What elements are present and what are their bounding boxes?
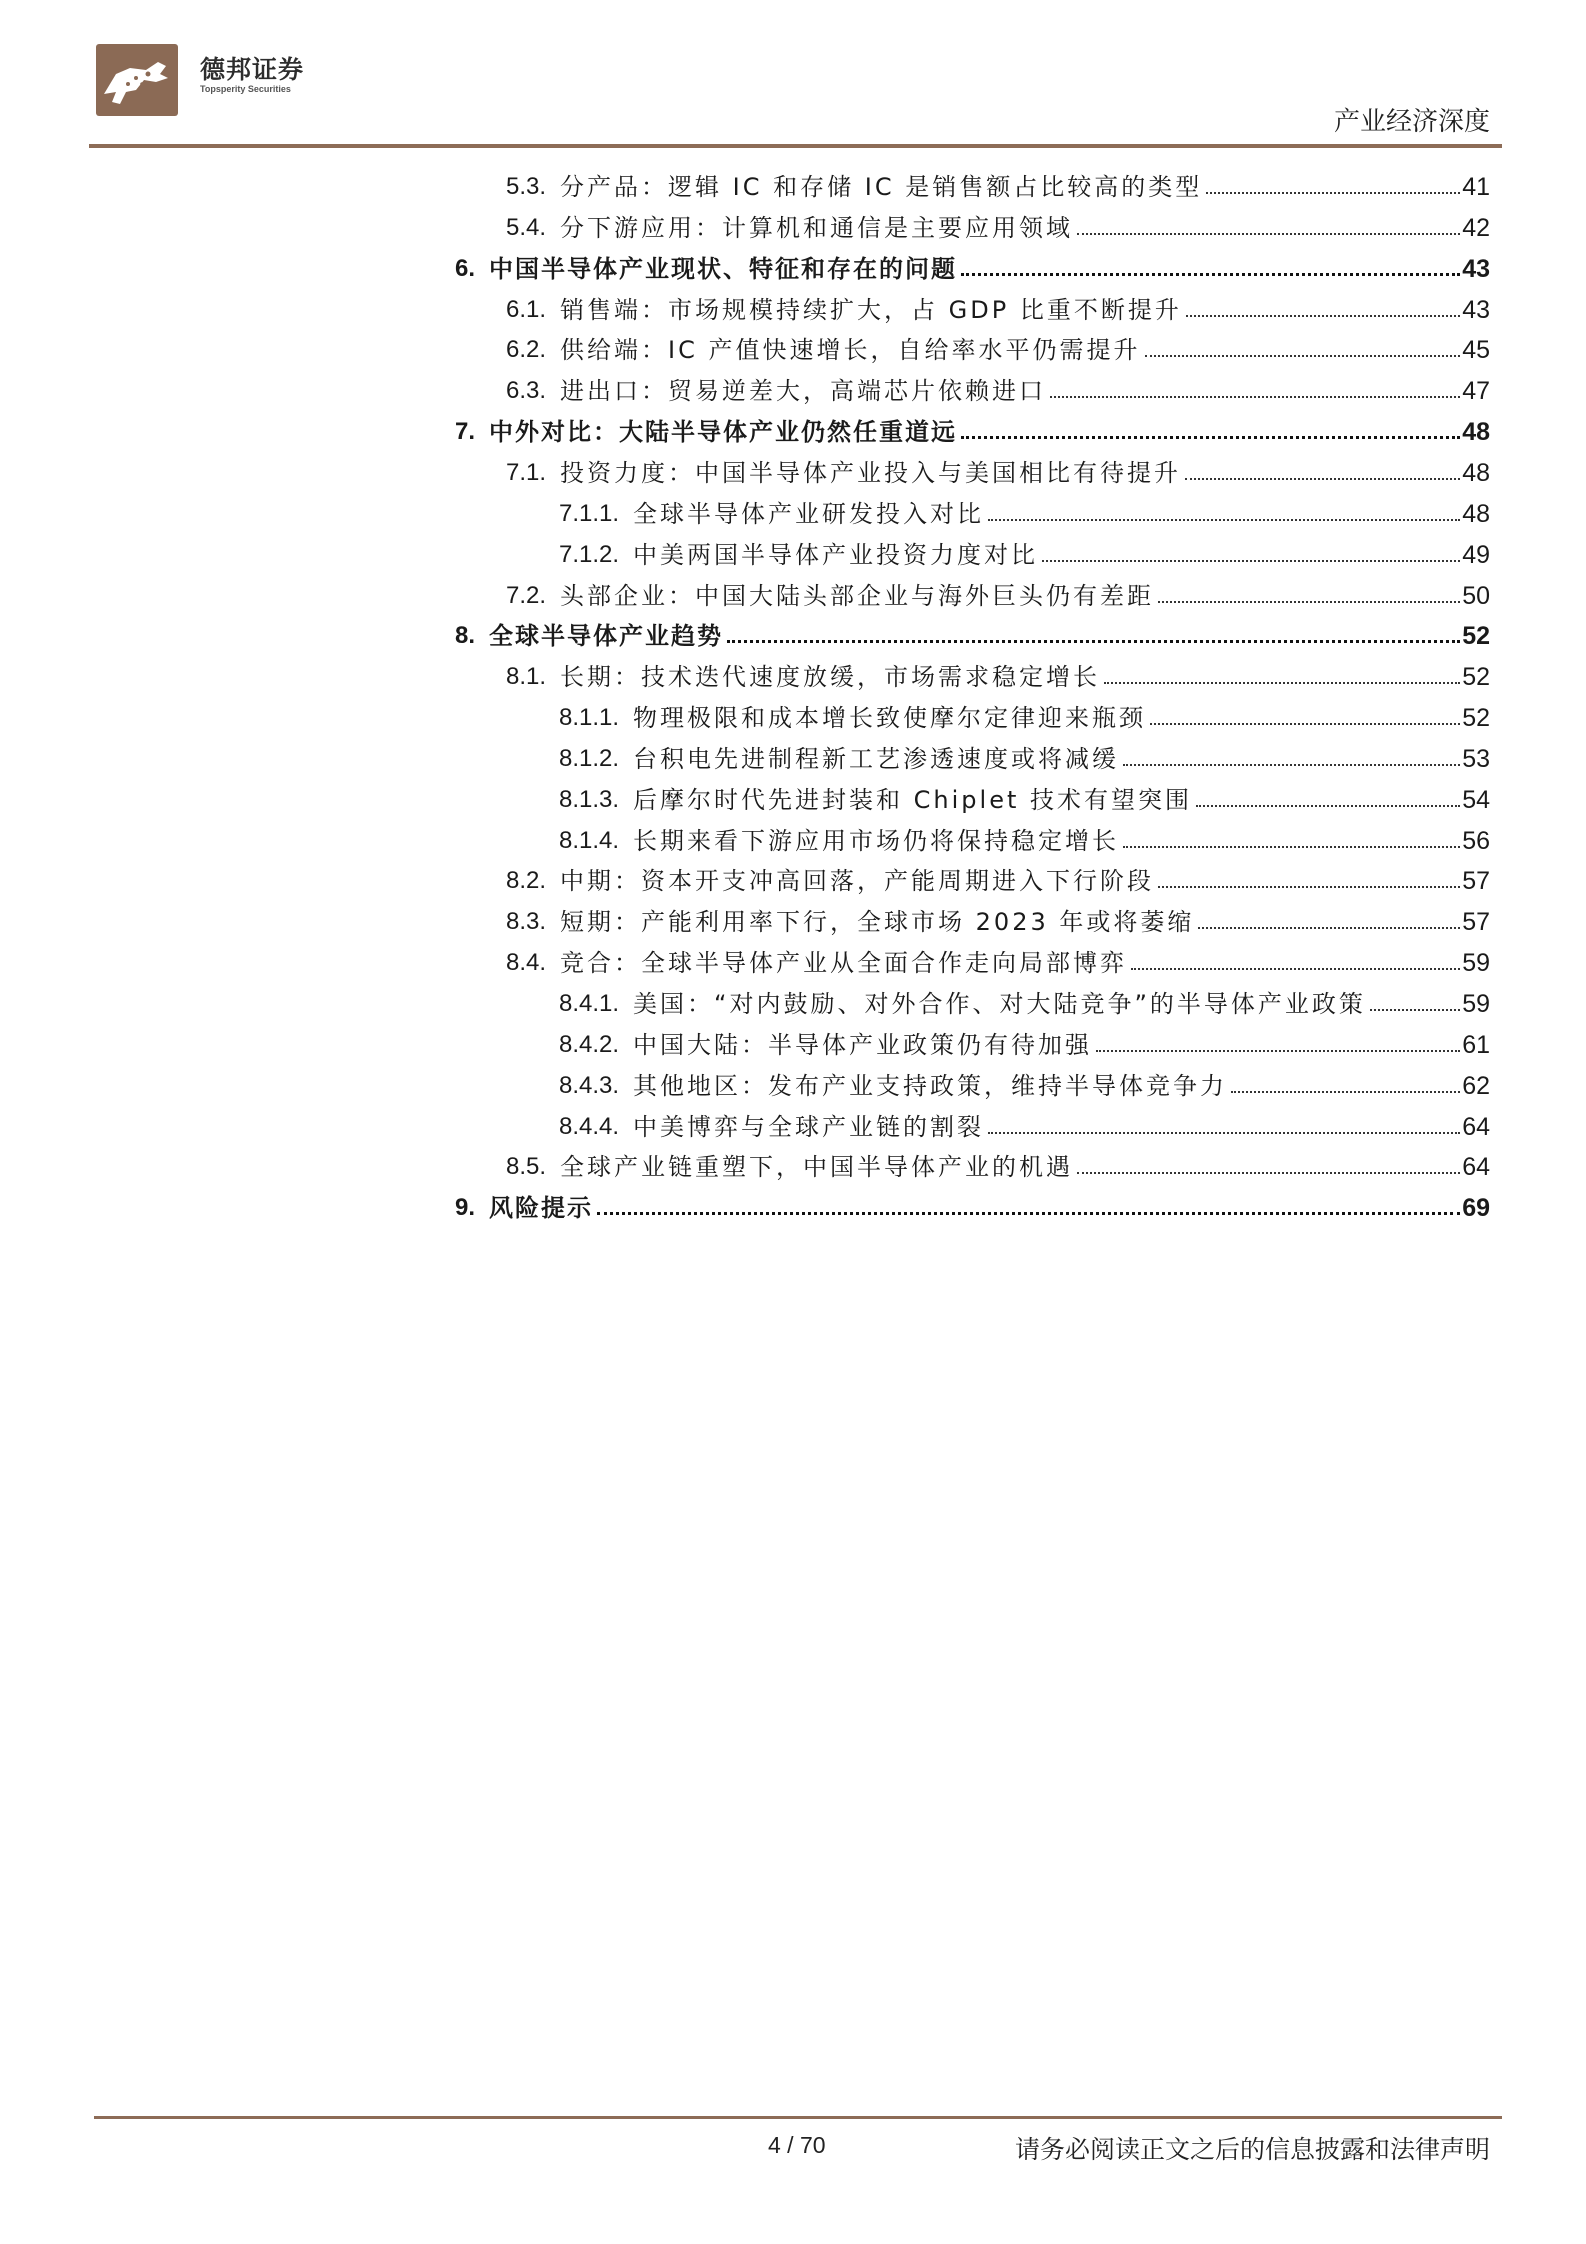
toc-page-number: 50 [1462, 582, 1490, 610]
toc-dot-leader [1158, 886, 1460, 888]
toc-title: 中期：资本开支冲高回落，产能周期进入下行阶段 [560, 867, 1155, 895]
toc-entry-level-1[interactable] [455, 245, 1490, 285]
toc-title: 短期：产能利用率下行，全球市场 2023 年或将萎缩 [560, 908, 1195, 936]
toc-title: 进出口：贸易逆差大，高端芯片依赖进口 [560, 377, 1047, 405]
toc-title: 投资力度：中国半导体产业投入与美国相比有待提升 [560, 459, 1182, 487]
toc-dot-leader [1042, 560, 1460, 562]
toc-title: 台积电先进制程新工艺渗透速度或将减缓 [633, 745, 1120, 773]
toc-dot-leader [1077, 233, 1460, 235]
toc-entry-level-2[interactable] [506, 572, 1490, 612]
toc-page-number: 57 [1462, 867, 1490, 895]
toc-number: 8.3. [506, 908, 547, 935]
toc-number: 7.1.2. [559, 541, 620, 568]
toc-number: 8.4. [506, 949, 547, 976]
toc-dot-leader [1198, 927, 1460, 929]
toc-page-number: 52 [1462, 622, 1490, 650]
toc-page-number: 48 [1462, 500, 1490, 528]
toc-number: 5.3. [506, 173, 547, 200]
toc-entry-level-2[interactable] [506, 857, 1490, 897]
toc-dot-leader [1096, 1050, 1460, 1052]
toc-dot-leader [1104, 682, 1460, 684]
toc-number: 9. [455, 1194, 476, 1221]
toc-entry-level-1[interactable] [455, 1184, 1490, 1224]
toc-title: 分产品：逻辑 IC 和存储 IC 是销售额占比较高的类型 [560, 173, 1203, 201]
toc-page-number: 61 [1462, 1031, 1490, 1059]
toc-page-number: 45 [1462, 336, 1490, 364]
toc-number: 6.2. [506, 336, 547, 363]
toc-title: 全球产业链重塑下，中国半导体产业的机遇 [560, 1153, 1074, 1181]
toc-dot-leader [1150, 723, 1460, 725]
toc-number: 8.2. [506, 867, 547, 894]
toc-entry-level-2[interactable] [506, 1143, 1490, 1183]
toc-number: 7.1. [506, 459, 547, 486]
toc-title: 全球半导体产业趋势 [489, 622, 724, 650]
toc-title: 其他地区：发布产业支持政策，维持半导体竞争力 [633, 1072, 1228, 1100]
toc-entry-level-3[interactable] [559, 1062, 1490, 1102]
page-number: 4 / 70 [768, 2132, 826, 2158]
toc-dot-leader [961, 273, 1460, 276]
toc-title: 风险提示 [489, 1194, 594, 1222]
toc-title: 中国半导体产业现状、特征和存在的问题 [489, 255, 958, 283]
toc-number: 7. [455, 418, 476, 445]
toc-title: 销售端：市场规模持续扩大，占 GDP 比重不断提升 [560, 296, 1182, 324]
toc-entry-level-3[interactable] [559, 1021, 1490, 1061]
toc-title: 中美两国半导体产业投资力度对比 [633, 541, 1039, 569]
toc-number: 6.1. [506, 296, 547, 323]
toc-title: 全球半导体产业研发投入对比 [633, 500, 985, 528]
toc-number: 8.4.3. [559, 1072, 620, 1099]
toc-page-number: 52 [1462, 704, 1490, 732]
toc-page-number: 64 [1462, 1153, 1490, 1181]
toc-number: 8.4.2. [559, 1031, 620, 1058]
toc-entry-level-2[interactable] [506, 163, 1490, 203]
toc-number: 8.1. [506, 663, 547, 690]
toc-page-number: 41 [1462, 173, 1490, 201]
toc-number: 8.5. [506, 1153, 547, 1180]
topsperity-logo-icon [96, 44, 178, 116]
toc-page-number: 53 [1462, 745, 1490, 773]
toc-entry-level-2[interactable] [506, 449, 1490, 489]
toc-number: 8.1.1. [559, 704, 620, 731]
toc-title: 美国：“对内鼓励、对外合作、对大陆竞争”的半导体产业政策 [633, 990, 1366, 1018]
toc-title: 后摩尔时代先进封装和 Chiplet 技术有望突围 [633, 786, 1193, 814]
toc-page-number: 59 [1462, 949, 1490, 977]
toc-dot-leader [597, 1212, 1460, 1215]
toc-dot-leader [727, 640, 1460, 643]
toc-title: 竞合：全球半导体产业从全面合作走向局部博弈 [560, 949, 1128, 977]
toc-title: 中外对比：大陆半导体产业仍然任重道远 [489, 418, 958, 446]
toc-dot-leader [1077, 1172, 1460, 1174]
toc-entry-level-1[interactable] [455, 408, 1490, 448]
toc-entry-level-3[interactable] [559, 1103, 1490, 1143]
toc-page-number: 69 [1462, 1194, 1490, 1222]
toc-number: 8.1.3. [559, 786, 620, 813]
toc-title: 头部企业：中国大陆头部企业与海外巨头仍有差距 [560, 582, 1155, 610]
toc-title: 分下游应用：计算机和通信是主要应用领域 [560, 214, 1074, 242]
toc-page-number: 54 [1462, 786, 1490, 814]
toc-entry-level-2[interactable] [506, 939, 1490, 979]
toc-title: 物理极限和成本增长致使摩尔定律迎来瓶颈 [633, 704, 1147, 732]
toc-dot-leader [1158, 601, 1460, 603]
toc-dot-leader [1145, 355, 1461, 357]
toc-page-number: 43 [1462, 296, 1490, 324]
toc-dot-leader [1206, 192, 1460, 194]
brand-name-en: Topsperity Securities [200, 84, 291, 94]
brand-name-cn: 德邦证券 [200, 55, 305, 84]
toc-entry-level-3[interactable] [559, 817, 1490, 857]
toc-entry-level-2[interactable] [506, 898, 1490, 938]
toc-dot-leader [1123, 846, 1460, 848]
toc-number: 8.1.4. [559, 827, 620, 854]
toc-title: 中国大陆：半导体产业政策仍有待加强 [633, 1031, 1093, 1059]
toc-number: 8.4.4. [559, 1113, 620, 1140]
toc-title: 中美博弈与全球产业链的割裂 [633, 1113, 985, 1141]
toc-page-number: 52 [1462, 663, 1490, 691]
toc-page-number: 48 [1462, 459, 1490, 487]
toc-page-number: 43 [1462, 255, 1490, 283]
toc-dot-leader [1231, 1091, 1460, 1093]
toc-dot-leader [1131, 968, 1460, 970]
toc-entry-level-3[interactable] [559, 531, 1490, 571]
toc-page-number: 57 [1462, 908, 1490, 936]
toc-title: 长期：技术迭代速度放缓，市场需求稳定增长 [560, 663, 1101, 691]
toc-dot-leader [961, 436, 1460, 439]
toc-entry-level-2[interactable] [506, 326, 1490, 366]
toc-page-number: 49 [1462, 541, 1490, 569]
toc-page-number: 64 [1462, 1113, 1490, 1141]
toc-dot-leader [1196, 805, 1460, 807]
toc-number: 7.2. [506, 582, 547, 609]
toc-page-number: 62 [1462, 1072, 1490, 1100]
footer-divider [94, 2116, 1502, 2119]
toc-dot-leader [1050, 396, 1460, 398]
toc-page-number: 59 [1462, 990, 1490, 1018]
toc-dot-leader [988, 519, 1460, 521]
header-divider [89, 144, 1502, 148]
toc-number: 6. [455, 255, 476, 282]
toc-entry-level-1[interactable] [455, 612, 1490, 652]
toc-entry-level-3[interactable] [559, 490, 1490, 530]
toc-dot-leader [1185, 478, 1460, 480]
toc-entry-level-2[interactable] [506, 367, 1490, 407]
toc-entry-level-3[interactable] [559, 735, 1490, 775]
toc-number: 8. [455, 622, 476, 649]
toc-entry-level-2[interactable] [506, 653, 1490, 693]
legal-disclaimer: 请务必阅读正文之后的信息披露和法律声明 [1014, 2135, 1490, 2164]
toc-number: 5.4. [506, 214, 547, 241]
toc-dot-leader [988, 1132, 1460, 1134]
toc-entry-level-3[interactable] [559, 980, 1490, 1020]
toc-entry-level-2[interactable] [506, 286, 1490, 326]
toc-page-number: 42 [1462, 214, 1490, 242]
toc-number: 8.1.2. [559, 745, 620, 772]
toc-title: 供给端：IC 产值快速增长，自给率水平仍需提升 [560, 336, 1141, 364]
toc-page-number: 48 [1462, 418, 1490, 446]
toc-title: 长期来看下游应用市场仍将保持稳定增长 [633, 827, 1120, 855]
toc-page-number: 47 [1462, 377, 1490, 405]
toc-entry-level-3[interactable] [559, 776, 1490, 816]
toc-number: 8.4.1. [559, 990, 620, 1017]
page-header [0, 0, 1586, 150]
toc-dot-leader [1370, 1009, 1460, 1011]
toc-page-number: 56 [1462, 827, 1490, 855]
toc-dot-leader [1186, 315, 1460, 317]
toc-entry-level-3[interactable] [559, 694, 1490, 734]
report-type-label: 产业经济深度 [1333, 107, 1490, 137]
toc-entry-level-2[interactable] [506, 204, 1490, 244]
toc-dot-leader [1123, 764, 1460, 766]
toc-number: 7.1.1. [559, 500, 620, 527]
toc-number: 6.3. [506, 377, 547, 404]
